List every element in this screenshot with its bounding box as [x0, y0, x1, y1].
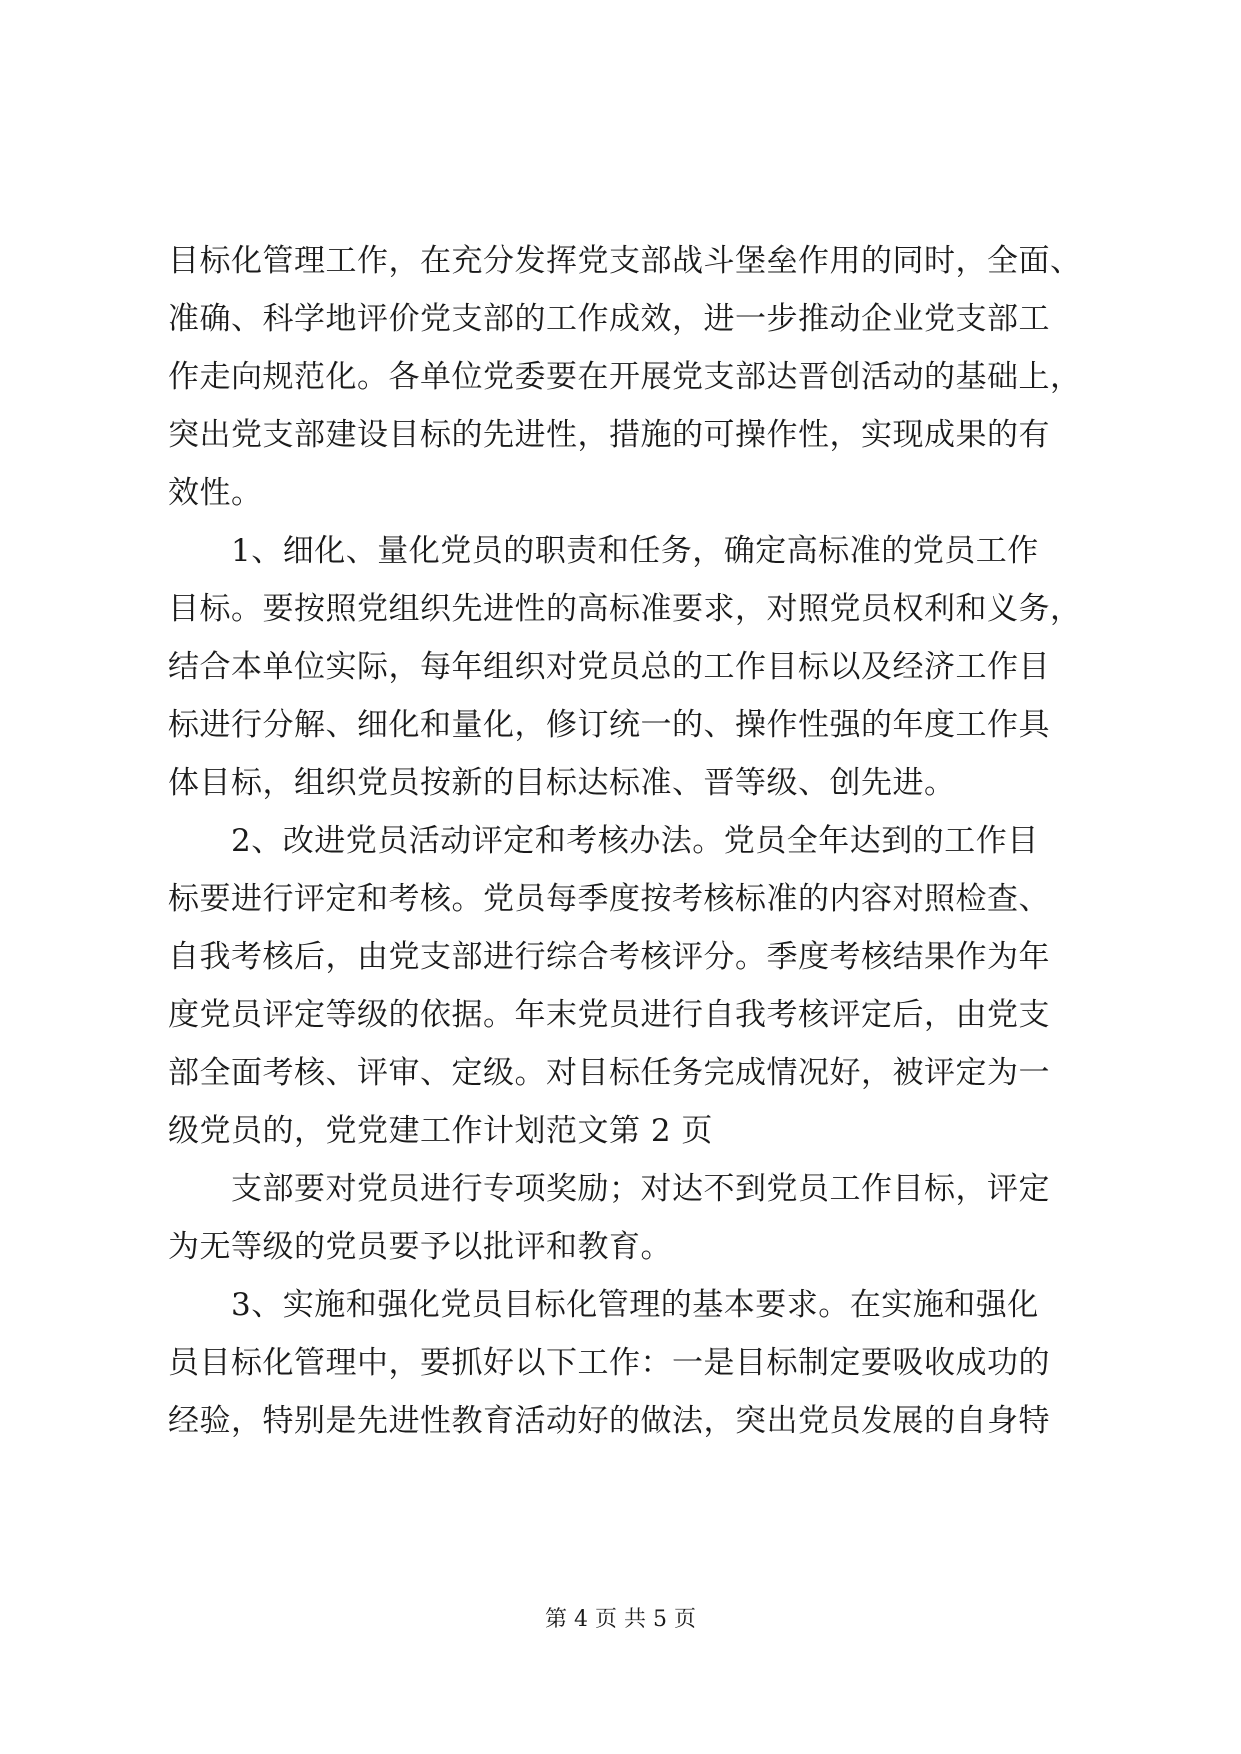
text-line: 体目标，组织党员按新的目标达标准、晋等级、创先进。 — [168, 765, 956, 801]
text-line: 突出党支部建设目标的先进性，措施的可操作性，实现成果的有 — [168, 417, 1050, 453]
document-body — [168, 232, 1112, 1450]
text-line: 作走向规范化。各单位党委要在开展党支部达晋创活动的基础上， — [168, 359, 1082, 395]
text-line: 2、改进党员活动评定和考核办法。党员全年达到的工作目 — [168, 823, 1039, 859]
text-line: 支部要对党员进行专项奖励；对达不到党员工作目标，评定 — [168, 1171, 1050, 1207]
text-line: 员目标化管理中，要抓好以下工作：一是目标制定要吸收成功的 — [168, 1345, 1050, 1381]
text-line: 级党员的，党党建工作计划范文第 2 页 — [168, 1113, 713, 1149]
text-line: 部全面考核、评审、定级。对目标任务完成情况好，被评定为一 — [168, 1055, 1050, 1091]
text-line: 准确、科学地评价党支部的工作成效，进一步推动企业党支部工 — [168, 301, 1050, 337]
text-line: 为无等级的党员要予以批评和教育。 — [168, 1229, 672, 1265]
text-line: 度党员评定等级的依据。年末党员进行自我考核评定后，由党支 — [168, 997, 1050, 1033]
text-line: 效性。 — [168, 475, 263, 511]
text-line: 目标化管理工作，在充分发挥党支部战斗堡垒作用的同时，全面、 — [168, 243, 1082, 279]
text-line: 经验，特别是先进性教育活动好的做法，突出党员发展的自身特 — [168, 1403, 1050, 1439]
text-line: 标进行分解、细化和量化，修订统一的、操作性强的年度工作具 — [168, 707, 1050, 743]
text-line: 1、细化、量化党员的职责和任务，确定高标准的党员工作 — [168, 533, 1039, 569]
text-line: 标要进行评定和考核。党员每季度按考核标准的内容对照检查、 — [168, 881, 1050, 917]
text-line: 结合本单位实际，每年组织对党员总的工作目标以及经济工作目 — [168, 649, 1050, 685]
text-line: 目标。要按照党组织先进性的高标准要求，对照党员权利和义务， — [168, 591, 1082, 627]
text-line: 自我考核后，由党支部进行综合考核评分。季度考核结果作为年 — [168, 939, 1050, 975]
page-number-footer: 第 4 页 共 5 页 — [545, 1607, 696, 1632]
text-line: 3、实施和强化党员目标化管理的基本要求。在实施和强化 — [168, 1287, 1039, 1323]
